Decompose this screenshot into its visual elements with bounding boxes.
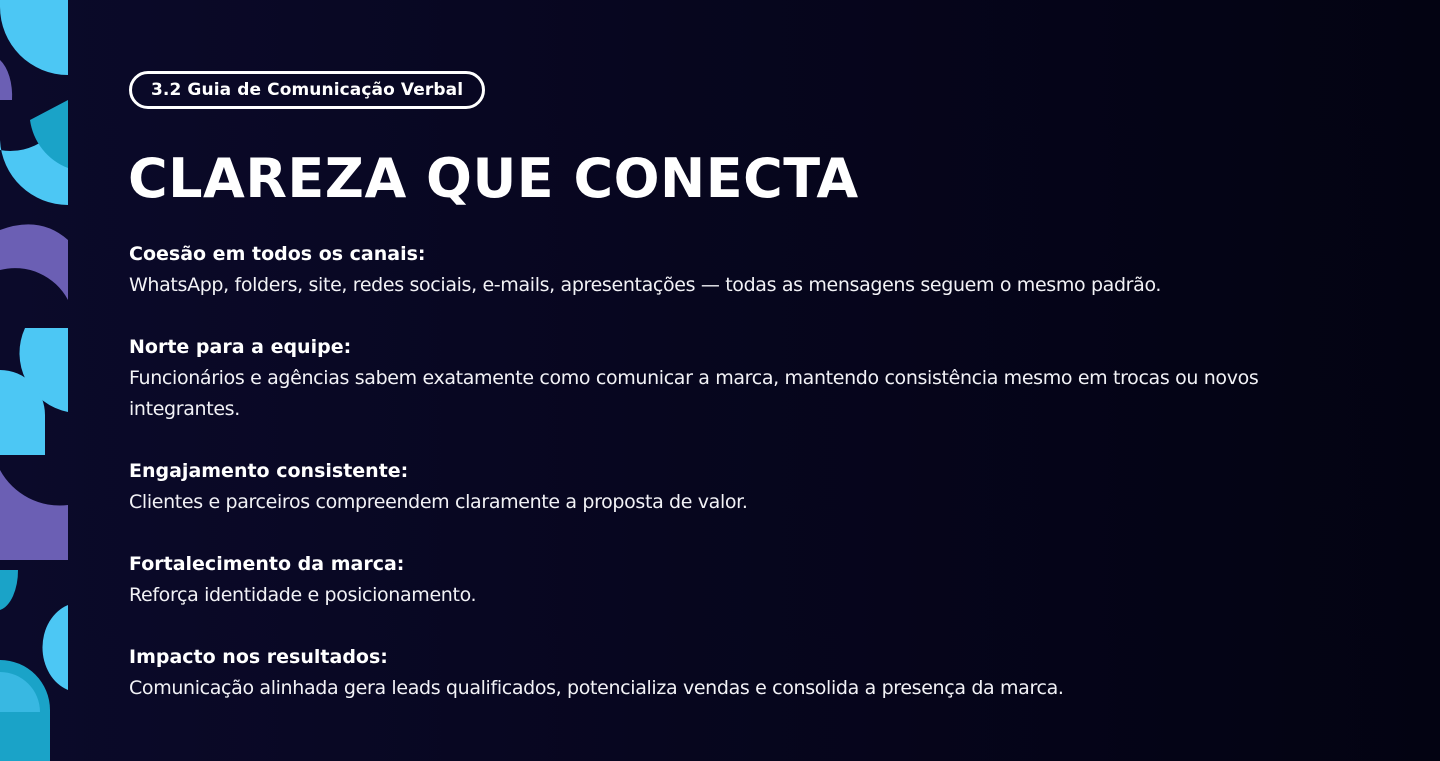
benefit-item-engajamento: [129, 456, 1329, 518]
benefit-item-coesao: [129, 239, 1329, 301]
benefit-heading: Engajamento consistente:: [129, 460, 409, 482]
benefit-heading: Norte para a equipe:: [129, 336, 352, 358]
benefit-heading: Impacto nos resultados:: [129, 646, 388, 668]
benefit-item-fortalecimento: [129, 549, 1329, 611]
benefit-description: Clientes e parceiros compreendem claramente a proposta de valor.: [129, 491, 748, 513]
side-shapes-graphic: [0, 0, 68, 761]
decorative-side-pattern: [0, 0, 68, 761]
benefit-heading: Fortalecimento da marca:: [129, 553, 405, 575]
benefit-heading: Coesão em todos os canais:: [129, 243, 426, 265]
benefit-item-norte: [129, 332, 1329, 425]
benefit-item-impacto: [129, 642, 1329, 704]
page-title: CLAREZA QUE CONECTA: [128, 147, 859, 210]
benefit-description: WhatsApp, folders, site, redes sociais, e-mails, apresentações — todas as mensagens seguem o mesmo padrão.: [129, 274, 1162, 296]
benefit-description: Reforça identidade e posicionamento.: [129, 584, 477, 606]
section-badge: 3.2 Guia de Comunicação Verbal: [129, 71, 485, 109]
benefit-description: Comunicação alinhada gera leads qualificados, potencializa vendas e consolida a presença da marca.: [129, 677, 1064, 699]
benefit-description: Funcionários e agências sabem exatamente como comunicar a marca, mantendo consistência mesmo em trocas ou novos integrantes.: [129, 367, 1259, 420]
benefits-list: [129, 239, 1329, 735]
